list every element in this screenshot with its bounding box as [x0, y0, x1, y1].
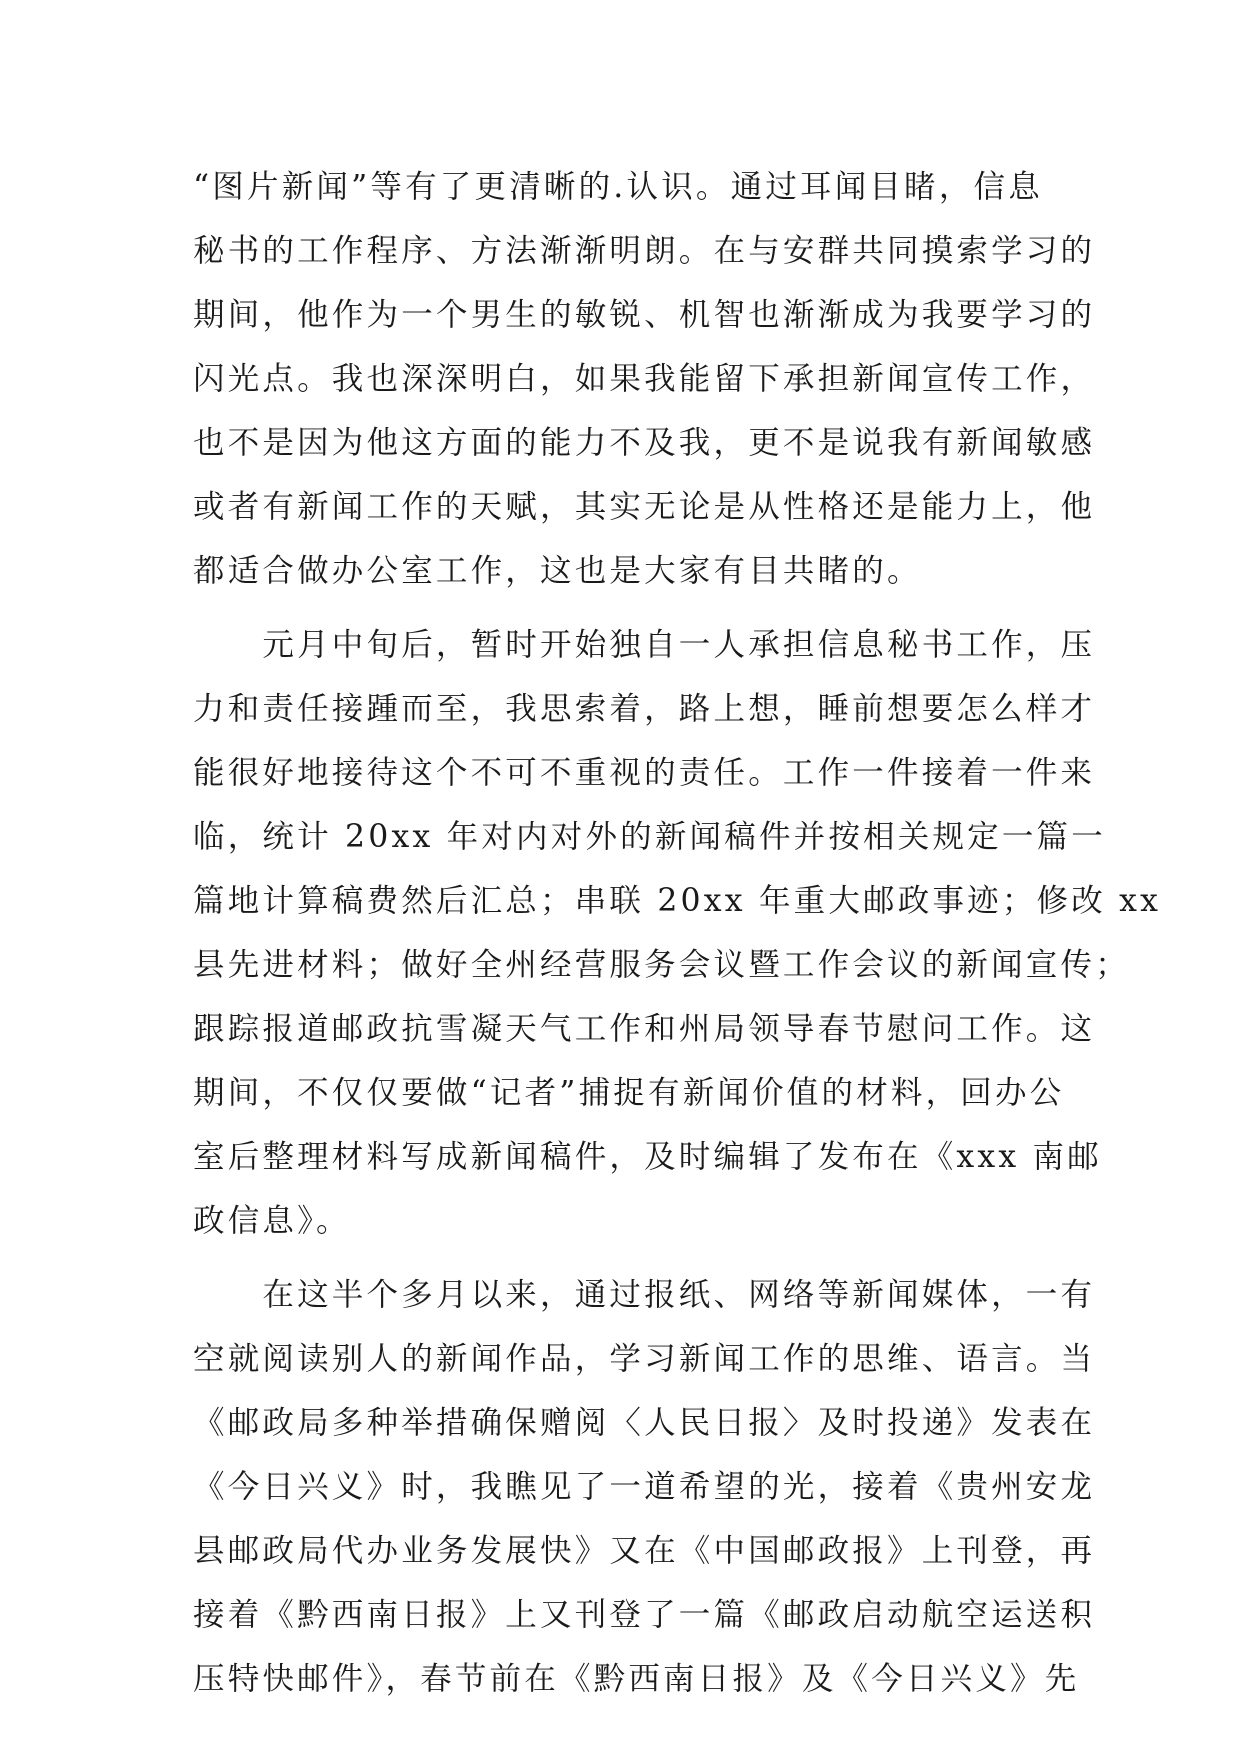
text-line: 室后整理材料写成新闻稿件，及时编辑了发布在《xxx 南邮	[193, 1139, 1102, 1175]
text-line: 县先进材料；做好全州经营服务会议暨工作会议的新闻宣传；	[193, 947, 1130, 983]
text-line: 跟踪报道邮政抗雪凝天气工作和州局领导春节慰问工作。这	[193, 1011, 1096, 1047]
text-line: “图片新闻”等有了更清晰的.认识。通过耳闻目睹，信息	[193, 169, 1043, 205]
text-line: 能很好地接待这个不可不重视的责任。工作一件接着一件来	[193, 755, 1096, 791]
text-line: 也不是因为他这方面的能力不及我，更不是说我有新闻敏感	[193, 425, 1096, 461]
text-line: 县邮政局代办业务发展快》又在《中国邮政报》上刊登，再	[193, 1533, 1096, 1569]
text-line: 篇地计算稿费然后汇总；串联 20xx 年重大邮政事迹；修改 xx	[193, 883, 1162, 919]
paragraph-3	[193, 1263, 1096, 1711]
text-line: 空就阅读别人的新闻作品，学习新闻工作的思维、语言。当	[193, 1341, 1096, 1377]
text-line: 元月中旬后，暂时开始独自一人承担信息秘书工作，压	[193, 627, 1096, 663]
text-line: 或者有新闻工作的天赋，其实无论是从性格还是能力上，他	[193, 489, 1096, 525]
text-line: 力和责任接踵而至，我思索着，路上想，睡前想要怎么样才	[193, 691, 1096, 727]
document-body	[193, 155, 1162, 1711]
text-line: 压特快邮件》，春节前在《黔西南日报》及《今日兴义》先	[193, 1661, 1080, 1697]
text-line: 《今日兴义》时，我瞧见了一道希望的光，接着《贵州安龙	[193, 1469, 1096, 1505]
text-line: 期间，不仅仅要做“记者”捕捉有新闻价值的材料，回办公	[193, 1075, 1065, 1111]
paragraph-spacer	[193, 1253, 1048, 1263]
text-line: 政信息》。	[193, 1203, 351, 1239]
text-line: 《邮政局多种举措确保赠阅〈人民日报〉及时投递》发表在	[193, 1405, 1096, 1441]
text-line: 临，统计 20xx 年对内对外的新闻稿件并按相关规定一篇一	[193, 819, 1106, 855]
text-line: 接着《黔西南日报》上又刊登了一篇《邮政启动航空运送积	[193, 1597, 1096, 1633]
text-line: 期间，他作为一个男生的敏锐、机智也渐渐成为我要学习的	[193, 297, 1096, 333]
text-line: 在这半个多月以来，通过报纸、网络等新闻媒体，一有	[193, 1277, 1096, 1313]
paragraph-2	[193, 613, 1162, 1253]
paragraph-spacer	[193, 603, 1048, 613]
text-line: 闪光点。我也深深明白，如果我能留下承担新闻宣传工作，	[193, 361, 1096, 397]
text-line: 都适合做办公室工作，这也是大家有目共睹的。	[193, 553, 922, 589]
paragraph-1	[193, 155, 1096, 603]
text-line: 秘书的工作程序、方法渐渐明朗。在与安群共同摸索学习的	[193, 233, 1096, 269]
